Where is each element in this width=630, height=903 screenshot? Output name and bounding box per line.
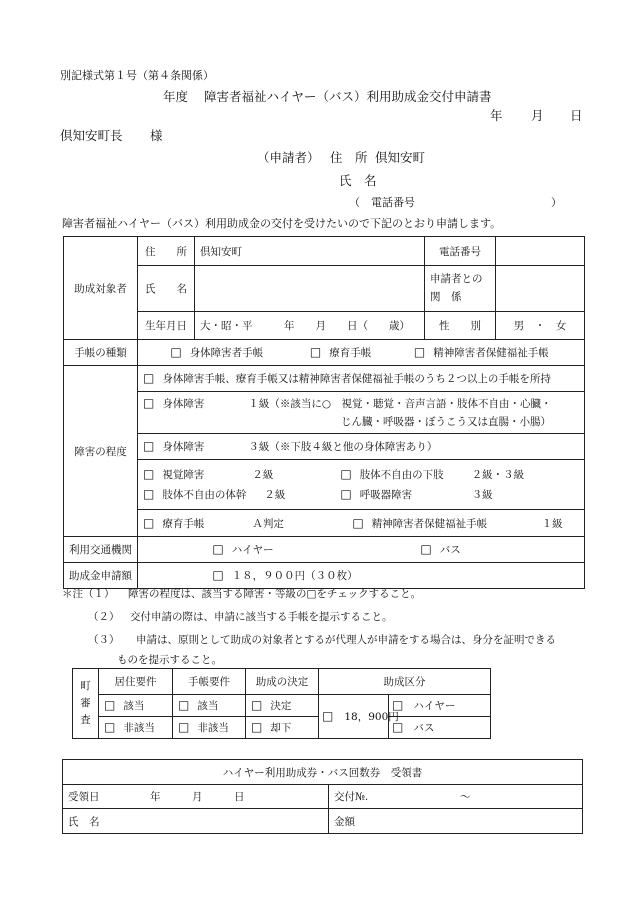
review-col-residence: 居住要件 [99, 669, 173, 695]
name-field[interactable] [195, 266, 425, 312]
review-col-decision: 助成の決定 [246, 669, 319, 695]
sex-label: 性 別 [425, 312, 496, 340]
transport-hire-checkbox[interactable] [212, 544, 231, 556]
degree-mental-checkbox[interactable] [352, 518, 371, 530]
receipt-date-cell[interactable] [63, 785, 329, 809]
review-amount-checkbox[interactable] [322, 711, 341, 723]
review-residence-no [99, 717, 173, 739]
address-label: 住 所 [138, 237, 195, 266]
receipt-name-label: 氏 名 [68, 815, 100, 828]
review-decision-yes [246, 695, 319, 717]
intro-text: 障害者福祉ハイヤー（バス）利用助成金の交付を受けたいので下記のとおり申請します。 [62, 217, 502, 230]
degree-physical1-checkbox[interactable] [143, 398, 162, 410]
review-bus-checkbox[interactable] [392, 722, 411, 734]
degree-physical1-detail: １級（※該当に○ 視覚・聴覚・音声言語・肢体不自由・心臓・ [248, 397, 552, 410]
review-handbook-yes-label: 該当 [197, 700, 219, 712]
degree-respiratory-label: 呼吸器障害 [359, 488, 413, 501]
relation-label-line2: 関 係 [430, 290, 462, 303]
degree-label: 障害の程度 [64, 366, 138, 537]
relation-label [425, 266, 496, 312]
handbook-label: 手帳の種類 [64, 340, 138, 366]
receipt-amount-cell[interactable] [329, 809, 583, 834]
review-hire-cell [389, 695, 491, 717]
review-residence-no-checkbox[interactable] [104, 722, 123, 734]
degree-lowerlimb-checkbox[interactable] [340, 469, 359, 481]
honorific: 様 [150, 128, 163, 143]
review-handbook-yes [173, 695, 246, 717]
birth-field[interactable]: 大・昭・平 年 月 日（ 歳） [195, 312, 425, 340]
receipt-issue-tilde: 〜 [460, 791, 471, 803]
degree-lowerlimb-label: 肢体不自由の下肢 [359, 468, 444, 481]
handbook-physical-checkbox[interactable] [170, 347, 189, 359]
degree-row-physical-3 [138, 434, 585, 460]
degree-trunk-label: 肢体不自由の体幹 [162, 488, 247, 501]
review-decision-no [246, 717, 319, 739]
receipt-table [62, 759, 583, 834]
applicant-name-label: 氏 名 [339, 173, 377, 188]
review-amount-value: 18，900円 [344, 711, 399, 723]
receipt-issue-cell[interactable] [329, 785, 583, 809]
review-amount-cell [319, 695, 399, 739]
review-decision-no-label: 却下 [270, 722, 292, 734]
receipt-date-label: 受領日 [68, 791, 100, 803]
review-side-2: 審 [80, 696, 91, 709]
date-month: 月 [531, 108, 544, 123]
receipt-amount-label: 金額 [334, 815, 355, 828]
handbook-mental-checkbox[interactable] [414, 347, 433, 359]
degree-trunk-checkbox[interactable] [143, 489, 162, 501]
title-year: 年度 [163, 89, 189, 104]
handbook-mental-label: 精神障害者保健福祉手帳 [433, 347, 549, 359]
degree-physical1-label: 身体障害 [162, 397, 205, 410]
degree-mental-label: 精神障害者保健福祉手帳 [371, 517, 488, 530]
note3-label: （３） [88, 634, 120, 646]
review-bus-cell [389, 717, 491, 739]
review-side-1: 町 [80, 679, 91, 692]
degree-respiratory-grade: ３級 [471, 488, 493, 501]
amount-label: 助成金申請額 [64, 563, 138, 589]
review-handbook-no-checkbox[interactable] [178, 722, 197, 734]
receipt-name-cell[interactable] [63, 809, 329, 834]
applicant-phone-close: ） [551, 196, 562, 209]
birth-label: 生年月日 [138, 312, 195, 340]
addressee: 倶知安町長 [60, 128, 123, 143]
date-day: 日 [570, 108, 583, 123]
review-residence-yes-label: 該当 [123, 700, 145, 712]
review-handbook-yes-checkbox[interactable] [178, 700, 197, 712]
degree-respiratory-checkbox[interactable] [340, 489, 359, 501]
handbook-options [138, 340, 585, 366]
review-decision-no-checkbox[interactable] [251, 722, 270, 734]
degree-row-physical-1 [138, 392, 585, 434]
degree-trunk-grade: ２級 [264, 488, 286, 501]
degree-row-multi [138, 366, 585, 392]
note1-label: ＊注（１） [62, 588, 115, 600]
handbook-physical-label: 身体障害者手帳 [189, 347, 264, 359]
degree-rehab-grade: Ａ判定 [252, 517, 284, 530]
degree-rehab-checkbox[interactable] [143, 518, 162, 530]
degree-rehab-label: 療育手帳 [162, 517, 205, 530]
phone-label: 電話番号 [425, 237, 496, 266]
sex-field[interactable]: 男 ・ 女 [496, 312, 585, 340]
review-bus-label: バス [413, 722, 435, 734]
degree-multi-checkbox[interactable] [143, 373, 162, 385]
review-hire-label: ハイヤー [413, 700, 456, 712]
review-residence-no-label: 非該当 [123, 722, 155, 734]
phone-field[interactable] [496, 237, 585, 266]
review-col-category: 助成区分 [319, 669, 491, 695]
degree-physical3-checkbox[interactable] [143, 441, 162, 453]
applicant-address-value: 倶知安町 [375, 150, 426, 165]
degree-mental-grade: １級 [541, 517, 563, 530]
degree-visual-grade: ２級 [252, 468, 274, 481]
degree-lowerlimb-grade: ２級・３級 [471, 468, 525, 481]
transport-bus-checkbox[interactable] [420, 544, 439, 556]
transport-bus-label: バス [439, 544, 461, 556]
review-side-label [73, 669, 99, 739]
applicant-address-label: 住 所 [330, 150, 368, 165]
review-table [72, 668, 491, 739]
form-title: 障害者福祉ハイヤー（バス）利用助成金交付申請書 [204, 89, 492, 104]
note1-text: 障害の程度は、該当する障害・等級の□をチェックすること。 [128, 588, 422, 600]
degree-visual-label: 視覚障害 [162, 468, 205, 481]
form-reference: 別記様式第１号（第４条関係） [60, 69, 214, 82]
applicant-phone-open: （ 電話番号 [349, 196, 415, 209]
transport-label: 利用交通機関 [64, 537, 138, 563]
receipt-date-value: 年 月 日 [150, 791, 245, 803]
note3-text-cont: ものを提示すること。 [117, 654, 222, 666]
handbook-rehab-label: 療育手帳 [329, 347, 372, 359]
review-decision-yes-checkbox[interactable] [251, 700, 270, 712]
amount-checkbox[interactable] [212, 570, 231, 582]
address-field[interactable]: 倶知安町 [195, 237, 425, 266]
degree-row-specific [138, 460, 585, 510]
review-col-handbook: 手帳要件 [173, 669, 246, 695]
target-label: 助成対象者 [64, 237, 138, 340]
receipt-issue-label: 交付№. [334, 791, 369, 803]
relation-field[interactable] [496, 266, 585, 312]
receipt-title: ハイヤー利用助成券・バス回数券 受領書 [63, 760, 583, 785]
degree-physical3-detail: ３級（※下肢４級と他の身体障害あり） [248, 441, 438, 453]
amount-field [138, 563, 585, 589]
note2-label: （２） [88, 611, 120, 623]
degree-visual-checkbox[interactable] [143, 469, 162, 481]
review-residence-yes [99, 695, 173, 717]
date-year: 年 [490, 108, 503, 123]
review-hire-checkbox[interactable] [392, 700, 411, 712]
review-handbook-no [173, 717, 246, 739]
handbook-rehab-checkbox[interactable] [310, 347, 329, 359]
review-side-3: 査 [80, 714, 91, 727]
degree-multi-text: 身体障害手帳、療育手帳又は精神障害者保健福祉手帳のうち２つ以上の手帳を所持 [162, 373, 551, 385]
degree-physical1-detail2: じん臓・呼吸器・ぼうこう又は直腸・小腸） [341, 415, 551, 428]
degree-physical3-label: 身体障害 [162, 441, 205, 453]
note2-text: 交付申請の際は、申請に該当する手帳を提示すること。 [130, 611, 393, 623]
review-handbook-no-label: 非該当 [197, 722, 229, 734]
transport-options [138, 537, 585, 563]
relation-label-line1: 申請者との [430, 273, 483, 286]
review-decision-yes-label: 決定 [270, 700, 292, 712]
application-table [63, 236, 585, 589]
note3-text: 申請は、原則として助成の対象者とするが代理人が申請をする場合は、身分を証明できる [136, 634, 556, 646]
transport-hire-label: ハイヤー [231, 544, 274, 556]
name-label: 氏 名 [138, 266, 195, 312]
applicant-label: （申請者） [257, 150, 320, 165]
amount-value: １８，９００円（３０枚） [231, 570, 358, 582]
review-residence-yes-checkbox[interactable] [104, 700, 123, 712]
degree-row-other [138, 510, 585, 537]
